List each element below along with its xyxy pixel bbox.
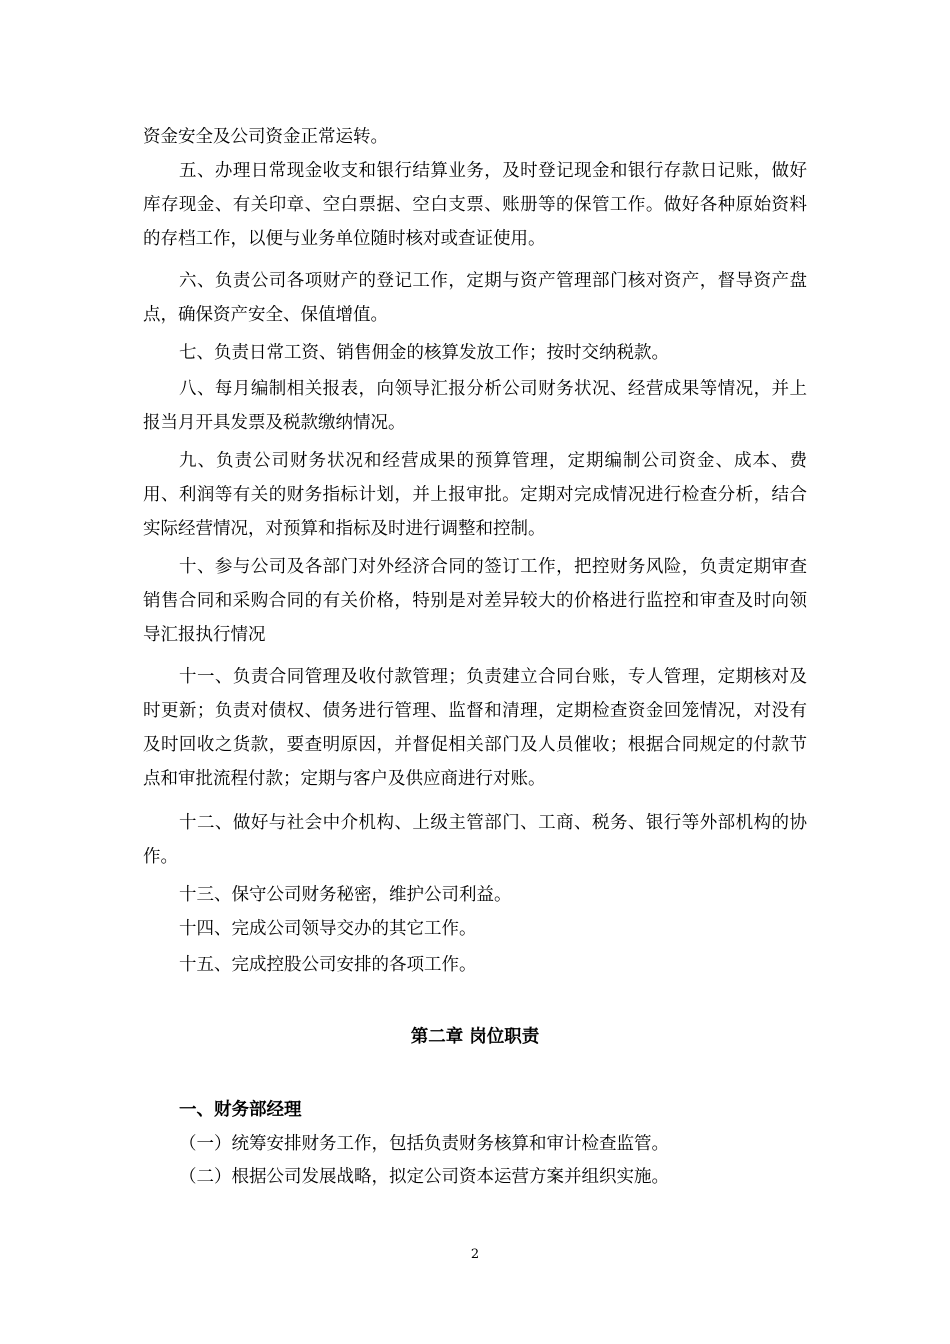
paragraph: 十五、完成控股公司安排的各项工作。 (179, 955, 477, 975)
paragraph: 十二、做好与社会中介机构、上级主管部门、工商、税务、银行等外部机构的协作。 (143, 813, 807, 867)
paragraph: 十三、保守公司财务秘密，维护公司利益。 (179, 885, 512, 905)
paragraph: 九、负责公司财务状况和经营成果的预算管理，定期编制公司资金、成本、费用、利润等有关的财务指标计划，并上报审批。定期对完成情况进行检查分析，结合实际经营情况，对预算和指标及时进行调整和控制。 (143, 451, 807, 539)
page-number: 2 (470, 1247, 480, 1262)
paragraph: 十、参与公司及各部门对外经济合同的签订工作，把控财务风险，负责定期审查销售合同和采购合同的有关价格，特别是对差异较大的价格进行监控和审查及时向领导汇报执行情况 (143, 557, 807, 645)
paragraph: 十一、负责合同管理及收付款管理；负责建立合同台账，专人管理，定期核对及时更新；负责对债权、债务进行管理、监督和清理，定期检查资金回笼情况，对没有及时回收之货款，要查明原因，并督促相关部门及人员催收；根据合同规定的付款节点和审批流程付款；定期与客户及供应商进行对账。 (143, 667, 807, 789)
section-title: 一、财务部经理 (179, 1100, 302, 1120)
paragraph: 八、每月编制相关报表，向领导汇报分析公司财务状况、经营成果等情况，并上报当月开具发票及税款缴纳情况。 (143, 379, 807, 433)
chapter-title: 第二章 岗位职责 (410, 1027, 540, 1047)
paragraph: 十四、完成公司领导交办的其它工作。 (179, 919, 477, 939)
paragraph: 六、负责公司各项财产的登记工作，定期与资产管理部门核对资产，督导资产盘点，确保资产安全、保值增值。 (143, 271, 807, 325)
paragraph: 五、办理日常现金收支和银行结算业务，及时登记现金和银行存款日记账，做好库存现金、有关印章、空白票据、空白支票、账册等的保管工作。做好各种原始资料的存档工作，以便与业务单位随时核对或查证使用。 (143, 161, 807, 249)
list-item: （二）根据公司发展战略，拟定公司资本运营方案并组织实施。 (179, 1167, 669, 1187)
list-item: （一）统筹安排财务工作，包括负责财务核算和审计检查监管。 (179, 1134, 669, 1154)
paragraph: 七、负责日常工资、销售佣金的核算发放工作；按时交纳税款。 (179, 343, 669, 363)
paragraph: 资金安全及公司资金正常运转。 (143, 127, 388, 147)
